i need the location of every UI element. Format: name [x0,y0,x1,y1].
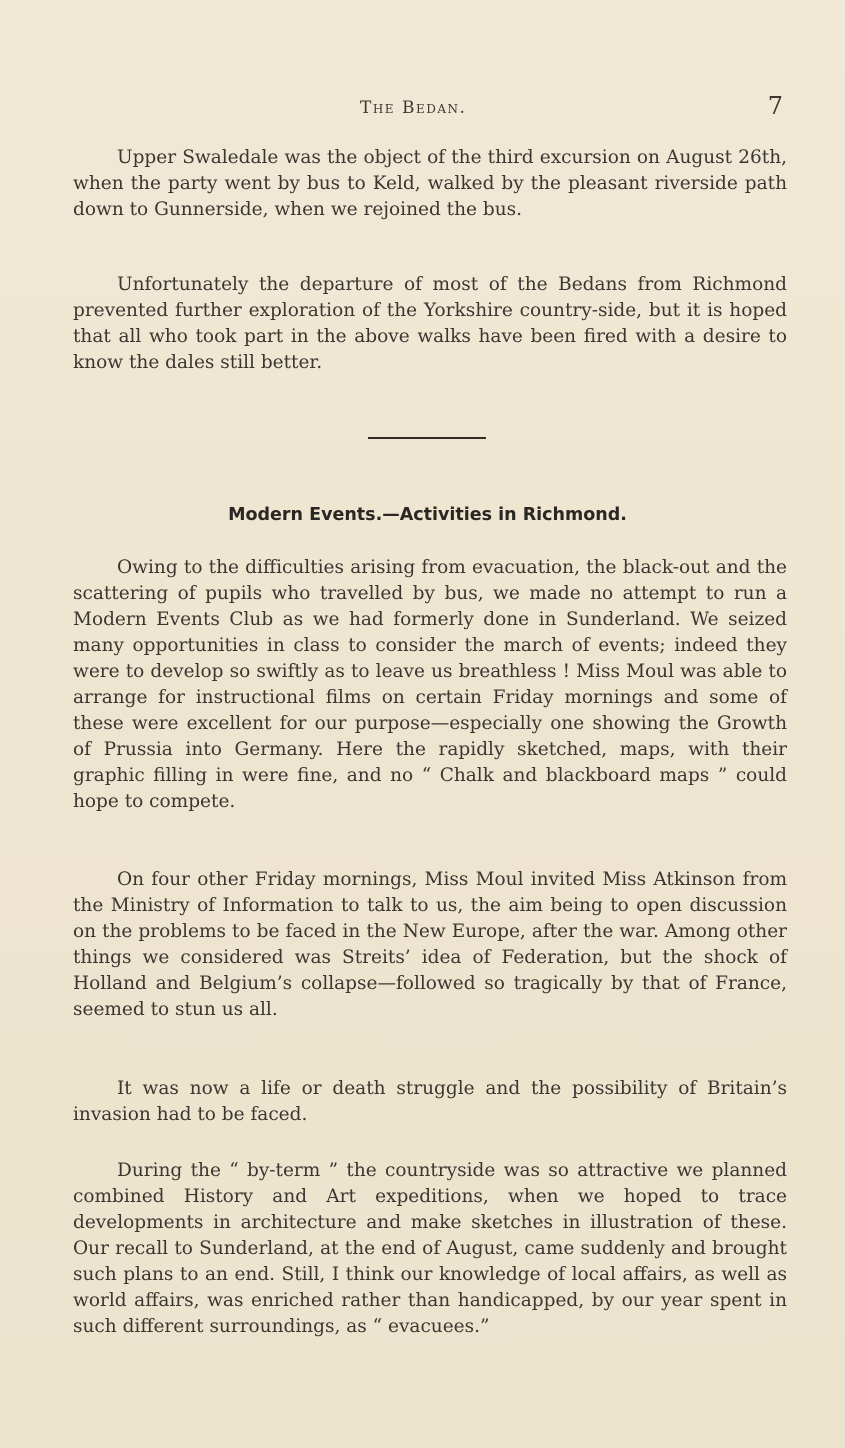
section-heading: Modern Events.—Activities in Richmond. [228,505,627,525]
page-number: 7 [767,92,783,120]
section-divider [368,437,486,439]
paragraph-ministry-talks: On four other Friday mornings, Miss Moul invited Miss Atkinson from the Ministry of Information to talk to us, the aim being to open discussion on the problems to be faced in the New Europe, after the war. Among other things we considered was Streits’ idea of Federation, but the shock of Holland and Belgium’s collapse—followed so tragically by that of France, seemed to stun us all. [73,869,787,1020]
running-head [0,92,845,122]
paragraph-invasion: It was now a life or death struggle and the possibility of Britain’s invasion had to be faced. [73,1078,787,1125]
paragraph-swaledale: Upper Swaledale was the object of the third excursion on August 26th, when the party went by bus to Keld, walked by the pleasant riverside path down to Gunnerside, when we rejoined the bus. [73,147,787,220]
running-title: The Bedan. [360,98,467,118]
paragraph-by-term: During the “ by-term ” the countryside was so attractive we planned combined History and Art expeditions, when we hoped to trace developments in architecture and make sketches in illustration of these. Our recall to Sunderland, at the end of August, came suddenly and brought such plans to an end. Still, I think our knowledge of local affairs, as well as world affairs, was enriched rather than handicapped, by our year spent in such different surroundings, as “ evacuees.” [73,1160,787,1337]
paragraph-modern-events: Owing to the difficulties arising from evacuation, the black-out and the scattering of pupils who travelled by bus, we made no attempt to run a Modern Events Club as we had formerly done in Sunderland. We seized many opportunities in class to consider the march of events; indeed they were to develop so swiftly as to leave us breathless ! Miss Moul was able to arrange for instructional films on certain Friday mornings and some of these were excellent for our purpose—especially one showing the Growth of Prussia into Germany. Here the rapidly sketched, maps, with their graphic filling in were fine, and no “ Chalk and blackboard maps ” could hope to compete. [73,557,787,812]
paragraph-departure: Unfortunately the departure of most of the Bedans from Richmond prevented further exploration of the Yorkshire country-side, but it is hoped that all who took part in the above walks have been fired with a desire to know the dales still better. [73,274,787,373]
